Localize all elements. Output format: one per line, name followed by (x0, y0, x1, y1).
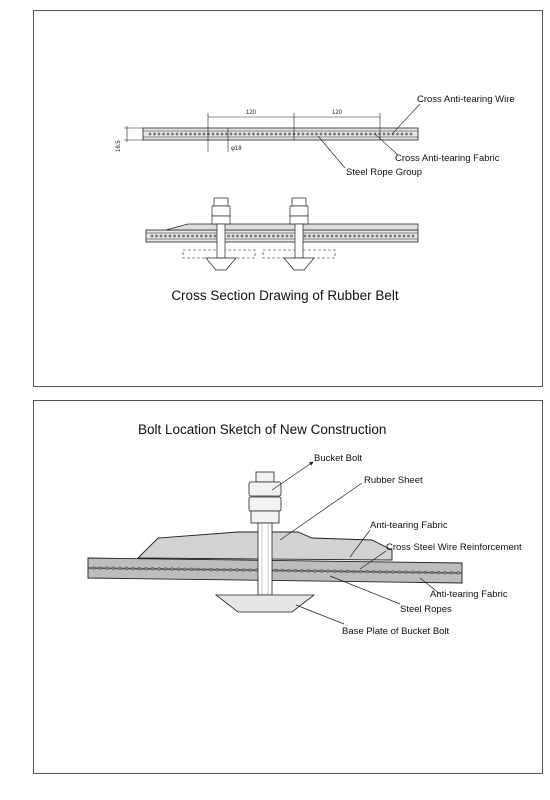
steel-rope-dot (290, 235, 292, 237)
steel-rope-dot (329, 133, 331, 135)
steel-rope-dot (347, 133, 349, 135)
steel-rope-dot (153, 133, 155, 135)
label-anti-tearing-fabric-top: Anti-tearing Fabric (370, 520, 448, 531)
label-cross-steel-wire-reinforcement: Cross Steel Wire Reinforcement (386, 542, 522, 553)
steel-rope-dot (93, 567, 96, 570)
steel-rope-dot (424, 571, 427, 574)
steel-rope-dot (394, 235, 396, 237)
steel-rope-dot (207, 133, 209, 135)
steel-rope-dot (190, 568, 193, 571)
label-anti-tearing-fabric-bottom: Anti-tearing Fabric (430, 589, 508, 600)
steel-rope-dot (378, 133, 380, 135)
steel-rope-dot (385, 570, 388, 573)
steel-rope-dot (227, 235, 229, 237)
steel-rope-dot (288, 133, 290, 135)
steel-rope-dot (281, 235, 283, 237)
steel-rope-dot (169, 235, 171, 237)
steel-rope-dot (185, 133, 187, 135)
steel-rope-dot (322, 235, 324, 237)
steel-rope-dot (259, 235, 261, 237)
steel-rope-dot (418, 571, 421, 574)
steel-rope-dot (367, 235, 369, 237)
steel-rope-dot (229, 568, 232, 571)
steel-rope-dot (236, 568, 239, 571)
steel-rope-dot (369, 133, 371, 135)
steel-rope-dot (320, 570, 323, 573)
steel-rope-dot (167, 133, 169, 135)
steel-rope-dot (401, 133, 403, 135)
steel-rope-dot (155, 235, 157, 237)
steel-rope-dot (340, 570, 343, 573)
label-base-plate: Base Plate of Bucket Bolt (342, 626, 450, 637)
steel-rope-dot (379, 570, 382, 573)
dimension-span-left: 120 (245, 110, 257, 116)
steel-rope-dot (344, 235, 346, 237)
steel-rope-dot (132, 567, 135, 570)
steel-rope-dot (356, 133, 358, 135)
steel-rope-dot (405, 133, 407, 135)
steel-rope-dot (450, 571, 453, 574)
steel-rope-dot (261, 133, 263, 135)
label-cross-anti-tearing-wire: Cross Anti-tearing Wire (417, 94, 515, 105)
steel-rope-dot (239, 133, 241, 135)
steel-rope-dot (184, 568, 187, 571)
steel-rope-dot (191, 235, 193, 237)
steel-rope-dot (257, 133, 259, 135)
steel-rope-dot (189, 133, 191, 135)
steel-rope-dot (232, 235, 234, 237)
steel-rope-dot (241, 235, 243, 237)
steel-rope-dot (194, 133, 196, 135)
steel-rope-dot (307, 569, 310, 572)
steel-rope-dot (158, 567, 161, 570)
steel-rope-dot (250, 235, 252, 237)
steel-rope-dot (431, 571, 434, 574)
steel-rope-dot (275, 569, 278, 572)
steel-rope-dot (411, 571, 414, 574)
steel-rope-dot (187, 235, 189, 237)
steel-rope-dot (392, 570, 395, 573)
steel-rope-dot (212, 133, 214, 135)
steel-rope-dot (151, 235, 153, 237)
dimension-span-right: 120 (331, 110, 343, 116)
steel-rope-dot (223, 568, 226, 571)
steel-rope-dot (320, 133, 322, 135)
steel-rope-dot (349, 235, 351, 237)
steel-rope-dot (216, 133, 218, 135)
steel-rope-dot (203, 568, 206, 571)
steel-rope-dot (263, 235, 265, 237)
steel-rope-dot (160, 235, 162, 237)
steel-rope-dot (281, 569, 284, 572)
steel-rope-dot (242, 568, 245, 571)
steel-rope-dot (145, 567, 148, 570)
steel-rope-dot (277, 235, 279, 237)
steel-rope-dot (308, 235, 310, 237)
steel-rope-dot (200, 235, 202, 237)
steel-rope-dot (314, 569, 317, 572)
steel-rope-dot (315, 133, 317, 135)
steel-rope-dot (272, 235, 274, 237)
top-drawing-title: Cross Section Drawing of Rubber Belt (171, 288, 399, 303)
steel-rope-dot (209, 235, 211, 237)
steel-rope-dot (331, 235, 333, 237)
steel-rope-dot (125, 567, 128, 570)
label-bucket-bolt: Bucket Bolt (314, 453, 363, 464)
steel-rope-dot (119, 567, 122, 570)
steel-rope-dot (173, 235, 175, 237)
steel-rope-dot (178, 235, 180, 237)
steel-rope-dot (171, 568, 174, 571)
steel-rope-dot (112, 567, 115, 570)
dimension-thickness: 16.5 (116, 140, 122, 152)
steel-rope-dot (270, 133, 272, 135)
steel-rope-dot (360, 133, 362, 135)
steel-rope-dot (371, 235, 373, 237)
steel-rope-dot (457, 571, 460, 574)
steel-rope-dot (164, 235, 166, 237)
steel-rope-dot (288, 569, 291, 572)
steel-rope-dot (248, 133, 250, 135)
steel-rope-dot (403, 235, 405, 237)
steel-rope-dot (106, 567, 109, 570)
steel-rope-dot (210, 568, 213, 571)
belt-with-bolts-top (146, 198, 418, 270)
steel-rope-dot (254, 235, 256, 237)
steel-rope-dot (365, 133, 367, 135)
steel-rope-dot (306, 133, 308, 135)
steel-rope-dot (342, 133, 344, 135)
steel-rope-dot (249, 569, 252, 572)
steel-rope-dot (225, 133, 227, 135)
steel-rope-dot (158, 133, 160, 135)
steel-rope-dot (385, 235, 387, 237)
belt-cross-section-top (116, 94, 515, 178)
label-steel-rope-group: Steel Rope Group (346, 167, 423, 178)
steel-rope-dot (284, 133, 286, 135)
steel-rope-dot (176, 133, 178, 135)
steel-rope-dot (405, 571, 408, 574)
steel-rope-dot (340, 235, 342, 237)
steel-rope-dot (353, 570, 356, 573)
steel-rope-dot (252, 133, 254, 135)
steel-rope-dot (162, 133, 164, 135)
steel-rope-dot (362, 235, 364, 237)
steel-rope-dot (398, 571, 401, 574)
steel-rope-dot (180, 133, 182, 135)
steel-rope-dot (410, 133, 412, 135)
steel-rope-dot (138, 567, 141, 570)
steel-rope-dot (236, 235, 238, 237)
bottom-drawing-title: Bolt Location Sketch of New Construction (138, 422, 387, 437)
steel-rope-dot (444, 571, 447, 574)
steel-rope-dot (335, 235, 337, 237)
steel-rope-dot (151, 567, 154, 570)
steel-rope-dot (197, 568, 200, 571)
steel-rope-dot (383, 133, 385, 135)
steel-rope-dot (243, 133, 245, 135)
steel-rope-dot (366, 570, 369, 573)
steel-rope-dot (230, 133, 232, 135)
steel-rope-dot (301, 569, 304, 572)
steel-rope-dot (346, 570, 349, 573)
steel-rope-dot (203, 133, 205, 135)
steel-rope-dot (255, 569, 258, 572)
steel-rope-dot (359, 570, 362, 573)
steel-rope-dot (164, 567, 167, 570)
steel-rope-dot (313, 235, 315, 237)
steel-rope-dot (412, 235, 414, 237)
steel-rope-dot (149, 133, 151, 135)
steel-rope-dot (99, 567, 102, 570)
steel-rope-dot (196, 235, 198, 237)
steel-rope-dot (407, 235, 409, 237)
steel-rope-dot (297, 133, 299, 135)
steel-rope-dot (311, 133, 313, 135)
steel-rope-dot (327, 570, 330, 573)
steel-rope-dot (266, 133, 268, 135)
steel-rope-dot (177, 568, 180, 571)
steel-rope-dot (286, 235, 288, 237)
steel-rope-dot (324, 133, 326, 135)
steel-rope-dot (396, 133, 398, 135)
steel-rope-dot (387, 133, 389, 135)
steel-rope-dot (245, 235, 247, 237)
steel-rope-dot (380, 235, 382, 237)
steel-rope-dot (304, 235, 306, 237)
steel-rope-dot (216, 568, 219, 571)
steel-rope-dot (317, 235, 319, 237)
steel-rope-dot (205, 235, 207, 237)
steel-rope-dot (353, 235, 355, 237)
label-steel-ropes: Steel Ropes (400, 604, 452, 615)
steel-rope-dot (338, 133, 340, 135)
steel-rope-dot (326, 235, 328, 237)
steel-rope-dot (279, 133, 281, 135)
steel-rope-dot (275, 133, 277, 135)
steel-rope-dot (389, 235, 391, 237)
steel-rope-dot (437, 571, 440, 574)
bolt-location-sketch (88, 453, 522, 637)
steel-rope-dot (234, 133, 236, 135)
steel-rope-dot (268, 235, 270, 237)
steel-rope-dot (333, 133, 335, 135)
steel-rope-dot (294, 569, 297, 572)
steel-rope-dot (358, 235, 360, 237)
steel-rope-dot (351, 133, 353, 135)
label-rubber-sheet: Rubber Sheet (364, 475, 423, 486)
steel-rope-dot (214, 235, 216, 237)
steel-rope-dot (302, 133, 304, 135)
steel-rope-dot (182, 235, 184, 237)
steel-rope-dot (398, 235, 400, 237)
steel-rope-dot (333, 570, 336, 573)
steel-rope-dot (171, 133, 173, 135)
label-cross-anti-tearing-fabric: Cross Anti-tearing Fabric (395, 153, 500, 164)
dimension-bolt-diameter: φ18 (231, 146, 242, 152)
steel-rope-dot (198, 133, 200, 135)
steel-rope-dot (221, 133, 223, 135)
steel-rope-dot (372, 570, 375, 573)
steel-rope-dot (376, 235, 378, 237)
